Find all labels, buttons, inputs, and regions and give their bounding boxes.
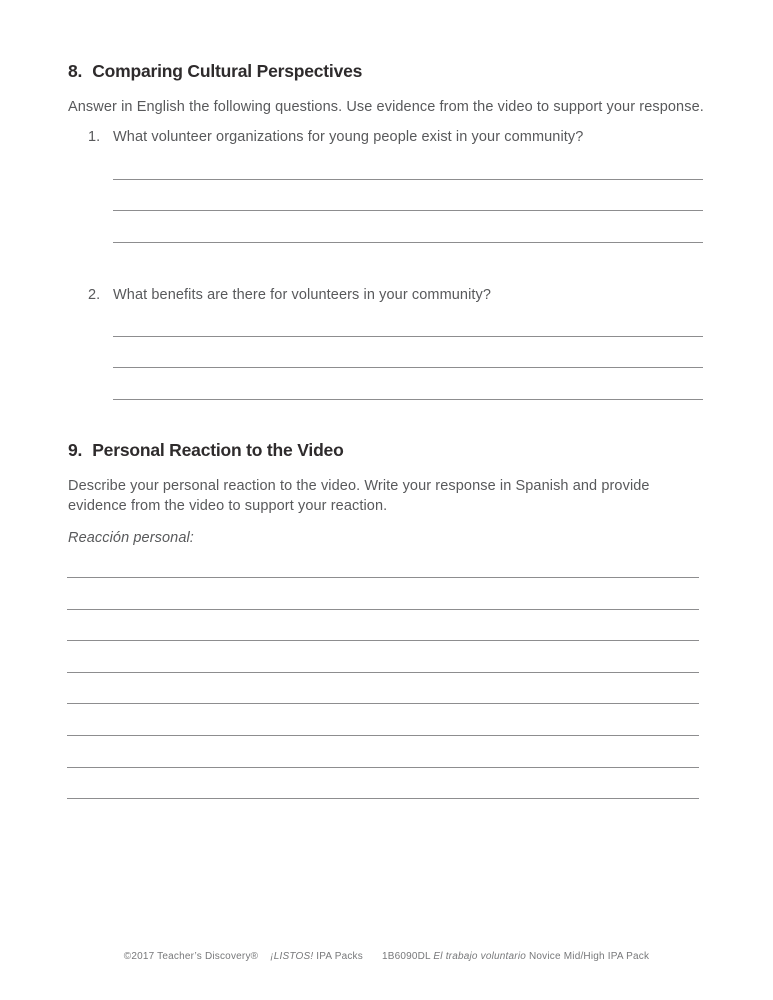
answer-line [67, 703, 699, 735]
answer-line [113, 367, 703, 398]
section-8-instructions: Answer in English the following questions. Use evidence from the video to support your response. [68, 99, 704, 115]
section-9-number: 9. [68, 440, 83, 460]
answer-line [67, 735, 699, 767]
footer-product-title: El trabajo voluntario [433, 951, 527, 962]
question-1-text: What volunteer organizations for young people exist in your community? [113, 129, 584, 145]
answer-line [67, 798, 699, 830]
footer-product-code: 1B6090DL [381, 951, 434, 962]
section-8-heading [68, 63, 362, 81]
question-2-text: What benefits are there for volunteers in your community? [113, 287, 492, 303]
page-footer [0, 951, 773, 962]
footer-series-rest: IPA Packs [313, 951, 363, 962]
answer-line [67, 609, 699, 641]
footer-product-rest: Novice Mid/High IPA Pack [526, 951, 650, 962]
answer-line [113, 210, 703, 241]
footer-series-title: ¡LISTOS! [270, 951, 314, 962]
question-1-number: 1. [88, 129, 101, 145]
answer-line [113, 179, 703, 210]
question-1-answer-lines [113, 179, 703, 273]
personal-reaction-answer-lines [67, 577, 699, 830]
question-2-number: 2. [88, 287, 101, 303]
footer-copyright: ©2017 Teacher’s Discovery® [123, 951, 259, 962]
section-8-number: 8. [68, 61, 83, 81]
answer-line [67, 672, 699, 704]
section-8-title: Comparing Cultural Perspectives [92, 61, 363, 81]
section-9-title: Personal Reaction to the Video [92, 440, 344, 460]
answer-line [67, 767, 699, 799]
answer-line [113, 399, 703, 430]
section-9-heading [68, 442, 344, 460]
personal-reaction-label: Reacción personal: [68, 530, 194, 546]
answer-line [113, 336, 703, 367]
section-9-instructions: Describe your personal reaction to the video. Write your response in Spanish and provide evidence from the video to support your reaction. [68, 478, 650, 514]
answer-line [67, 577, 699, 609]
answer-line [67, 640, 699, 672]
question-2-answer-lines [113, 336, 703, 430]
answer-line [113, 242, 703, 273]
